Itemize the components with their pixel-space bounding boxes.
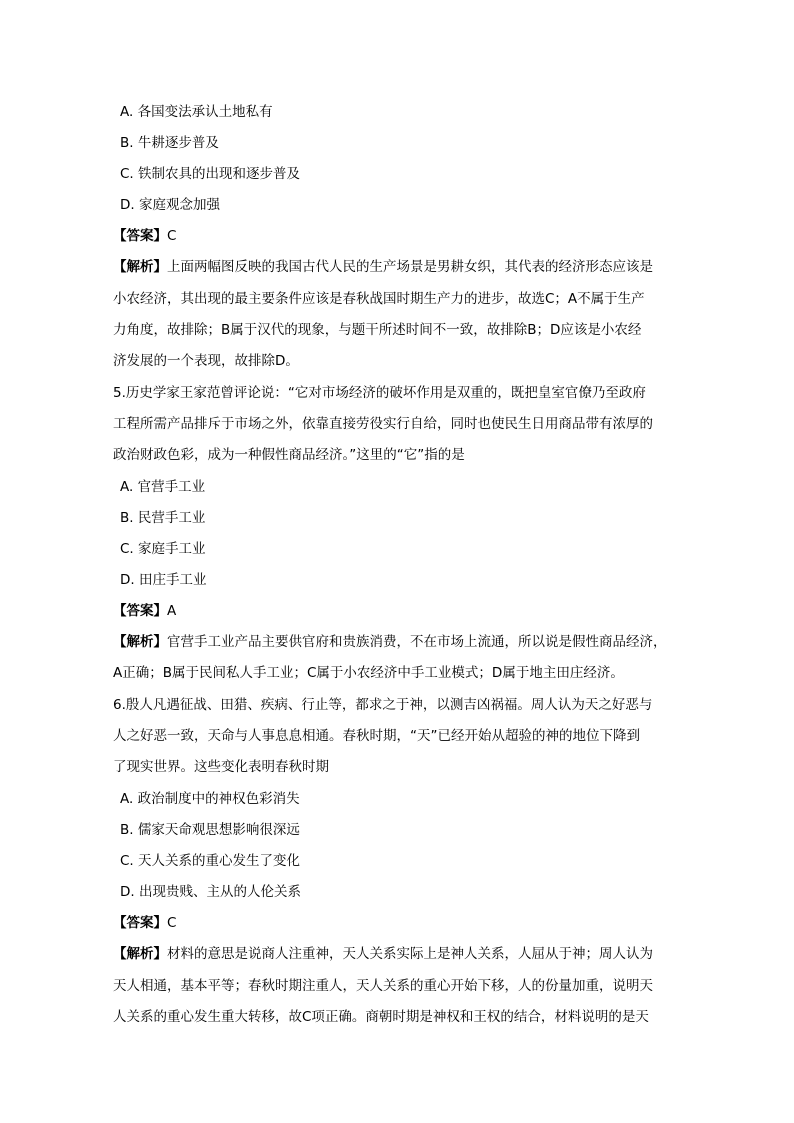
- q5-answer: [113, 601, 683, 621]
- q5-stem-line-2: 工程所需产品排斥于市场之外，依靠直接劳役实行自给，同时也使民生日用商品带有浓厚的: [113, 416, 653, 432]
- q4-analysis-line-2: 小农经济，其出现的最主要条件应该是春秋战国时期生产力的进步，故选C；A不属于生产: [113, 291, 645, 307]
- answer-tag: 【答案】: [113, 603, 167, 619]
- q5-option-c: C. 家庭手工业: [120, 541, 206, 557]
- q5-analysis-line-2: A正确；B属于民间私人手工业；C属于小农经济中手工业模式；D属于地主田庄经济。: [113, 665, 624, 681]
- q6-option-a: A. 政治制度中的神权色彩消失: [120, 791, 300, 807]
- q4-option-d: D. 家庭观念加强: [120, 197, 220, 213]
- analysis-tag: 【解析】: [113, 259, 167, 275]
- answer-tag: 【答案】: [113, 228, 167, 244]
- analysis-tag: 【解析】: [113, 634, 167, 650]
- answer-value: C: [167, 228, 177, 244]
- q6-option-b: B. 儒家天命观思想影响很深远: [120, 822, 300, 838]
- q5-option-b: B. 民营手工业: [120, 510, 206, 526]
- q4-option-b: B. 牛耕逐步普及: [120, 135, 219, 151]
- q6-answer: [113, 913, 683, 933]
- analysis-text: 上面两幅图反映的我国古代人民的生产场景是男耕女织，其代表的经济形态应该是: [167, 259, 653, 275]
- answer-tag: 【答案】: [113, 915, 167, 931]
- answer-value: C: [167, 915, 177, 931]
- q5-option-a: A. 官营手工业: [120, 479, 206, 495]
- q5-stem-line-1: 5.历史学家王家范曾评论说：“它对市场经济的破坏作用是双重的，既把皇室官僚乃至政府: [113, 385, 646, 401]
- q5-option-d: D. 田庄手工业: [120, 572, 207, 588]
- answer-value: A: [167, 603, 177, 619]
- q5-stem-line-3: 政治财政色彩，成为一种假性商品经济。”这里的“它”指的是: [113, 447, 465, 463]
- q6-analysis-line-2: 天人相通，基本平等；春秋时期注重人，天人关系的重心开始下移，人的份量加重，说明天: [113, 978, 653, 994]
- analysis-tag: 【解析】: [113, 946, 167, 962]
- q6-stem-line-2: 人之好恶一致，天命与人事息息相通。春秋时期，“天”已经开始从超验的神的地位下降到: [113, 728, 640, 744]
- q4-analysis-line-3: 力角度，故排除；B属于汉代的现象，与题干所述时间不一致，故排除B；D应该是小农经: [113, 322, 642, 338]
- analysis-text: 材料的意思是说商人注重神，天人关系实际上是神人关系，人屈从于神；周人认为: [167, 946, 653, 962]
- q6-option-c: C. 天人关系的重心发生了变化: [120, 853, 301, 869]
- analysis-text: 官营手工业产品主要供官府和贵族消费，不在市场上流通，所以说是假性商品经济，: [167, 634, 667, 650]
- q6-analysis-line-1: [113, 944, 683, 964]
- q4-analysis-line-4: 济发展的一个表现，故排除D。: [113, 353, 299, 369]
- q6-analysis-line-3: 人关系的重心发生重大转移，故C项正确。商朝时期是神权和王权的结合，材料说明的是天: [113, 1009, 649, 1025]
- q4-option-a: A. 各国变法承认土地私有: [120, 104, 273, 120]
- q4-analysis-line-1: [113, 257, 683, 277]
- q4-answer: [113, 226, 683, 246]
- q6-option-d: D. 出现贵贱、主从的人伦关系: [120, 884, 301, 900]
- q5-analysis-line-1: [113, 632, 683, 652]
- q6-stem-line-1: 6.殷人凡遇征战、田猎、疾病、行止等，都求之于神，以测吉凶祸福。周人认为天之好恶与: [113, 697, 653, 713]
- q6-stem-line-3: 了现实世界。这些变化表明春秋时期: [113, 759, 329, 775]
- q4-option-c: C. 铁制农具的出现和逐步普及: [120, 166, 301, 182]
